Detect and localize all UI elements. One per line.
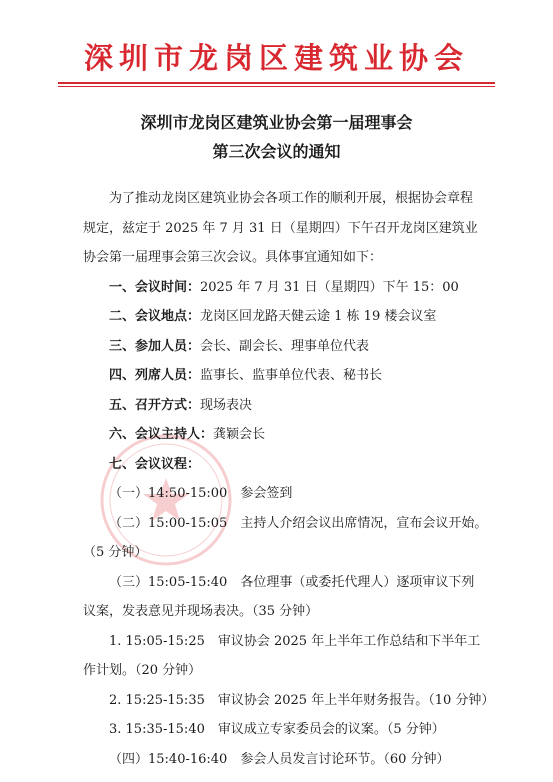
letterhead-rule-thin (58, 86, 495, 87)
agenda-subitem-1-line-1: 1. 15:05-15:25 审议协会 2025 年上半年工作总结和下半年工 (109, 633, 481, 649)
item-value: 监事长、监事单位代表、秘书长 (200, 368, 383, 383)
agenda-item-2-line-1: （二）15:00-15:05 主持人介绍会议出席情况，宣布会议开始。 (109, 515, 488, 531)
item-value: 2025 年 7 月 31 日（星期四）下午 15：00 (200, 279, 459, 295)
item-label: 三、参加人员： (109, 338, 201, 354)
agenda-subitem-1-line-2: 作计划。（20 分钟） (83, 663, 202, 678)
agenda-item-3-line-1: （三）15:05-15:40 各位理事（或委托代理人）逐项审议下列 (109, 574, 475, 590)
item-meeting-format (83, 391, 475, 421)
item-attendees (83, 361, 475, 391)
agenda-subitem-2: 2. 15:25-15:35 审议协会 2025 年上半年财务报告。（10 分钟） (109, 692, 495, 708)
intro-line-1: 为了推动龙岗区建筑业协会各项工作的顺利开展，根据协会章程 (109, 191, 474, 206)
item-value: 会长、副会长、理事单位代表 (200, 338, 370, 354)
agenda-item-2-line-2: （5 分钟） (83, 545, 148, 560)
agenda-item-1: （一）14:50-15:00 参会签到 (109, 486, 293, 501)
item-participants (83, 332, 475, 362)
document-title-line1: 深圳市龙岗区建筑业协会第一届理事会 (140, 113, 413, 132)
document-title-line2: 第三次会议的通知 (212, 142, 341, 161)
item-label: 二、会议地点： (109, 309, 201, 324)
item-label: 一、会议时间： (109, 279, 201, 295)
agenda-item-4: （四）15:40-16:40 参会人员发言讨论环节。（60 分钟） (109, 751, 450, 767)
intro-line-3: 协会第一届理事会第三次会议。具体事宜通知如下： (83, 250, 383, 265)
item-value: 现场表决 (200, 397, 253, 413)
item-label: 四、列席人员： (109, 368, 201, 383)
item-value: 龚颖会长 (213, 427, 266, 442)
agenda-item-3-line-2: 议案，发表意见并现场表决。（35 分钟） (83, 604, 319, 619)
item-agenda-heading (83, 450, 475, 480)
item-label: 五、召开方式： (109, 397, 201, 413)
letterhead-rule-thick (58, 82, 495, 84)
item-meeting-location (83, 302, 475, 332)
item-host (83, 420, 475, 450)
item-meeting-time (83, 273, 475, 303)
item-value: 龙岗区回龙路天健云途 1 栋 19 楼会议室 (200, 309, 437, 324)
letterhead-org-name: 深圳市龙岗区建筑业协会 (83, 41, 469, 75)
item-label: 七、会议议程： (109, 456, 201, 472)
agenda-subitem-3: 3. 15:35-15:40 审议成立专家委员会的议案。（5 分钟） (109, 722, 445, 737)
intro-line-2: 规定，兹定于 2025 年 7 月 31 日（星期四）下午召开龙岗区建筑业 (83, 220, 478, 236)
notice-body (83, 184, 495, 774)
item-label: 六、会议主持人： (109, 427, 214, 442)
